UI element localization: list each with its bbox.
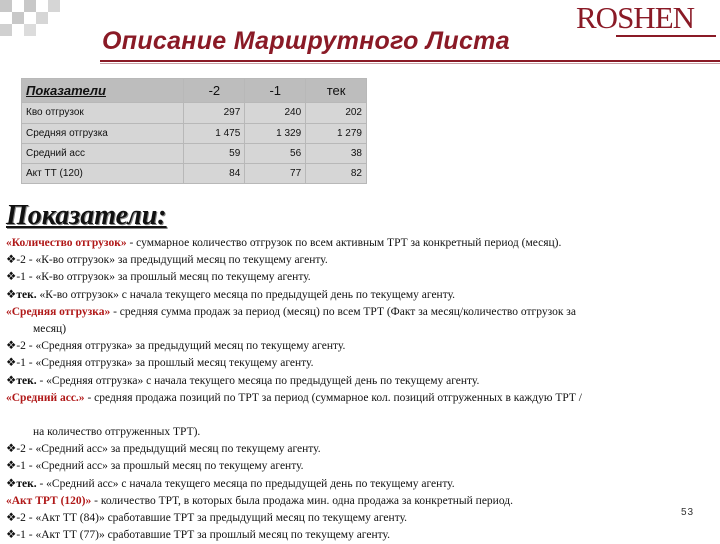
term-label: «Акт ТРТ (120)» [6,494,92,507]
table-header-cell: -1 [245,79,306,103]
definition-line [6,304,711,321]
bullet-text: -2 - «Акт ТТ (84)» сработавшие ТРТ за предыдущий месяц по текущему агенту. [16,512,408,525]
definition-text: - суммарное количество отгрузок по всем активным ТРТ за конкретный период (месяц). [126,237,562,249]
term-label: «Средняя отгрузка» [6,305,111,318]
logo-text: ROSHEN [576,0,695,35]
bullet-text: -1 - «К-во отгрузок» за прошлый месяц по текущему агенту. [16,271,311,284]
table-cell: 59 [184,143,245,163]
bullet-icon: ❖ [6,254,17,267]
bullet-text: -2 - «Средняя отгрузка» за предыдущий месяц по текущему агенту. [16,340,346,353]
bullet-text: - «Средний асс» с начала текущего месяца по предыдущей день по текущему агенту. [36,477,455,490]
table-row [22,143,367,163]
table-cell: 1 279 [306,123,367,143]
bullet-text: -2 - «Средний асс» за предыдущий месяц по текущему агенту. [16,443,321,456]
table-cell: 202 [306,103,367,123]
bullet-line [6,510,711,527]
definition-line [6,390,711,407]
table-cell: 56 [245,143,306,163]
table-row [22,123,367,143]
title-rule [100,60,720,62]
table-cell: 1 475 [184,123,245,143]
bullet-text: -1 - «Средний асс» за прошлый месяц по текущему агенту. [16,460,304,473]
bullet-text: -1 - «Средняя отгрузка» за прошлый месяц текущему агенту. [16,357,314,370]
definition-text: - количество ТРТ, в которых была продажа мин. одна продажа за конкретный период. [91,494,513,507]
table-header-row [22,79,367,103]
bullet-line [6,269,711,286]
table-header-cell: Показатели [22,79,184,103]
table-cell: 297 [184,103,245,123]
page-number: 53 [681,507,695,518]
term-label: «Количество отгрузок» [6,237,127,249]
page-title: Описание Маршрутного Листа [102,27,510,55]
bullet-line [6,338,711,355]
bullet-line [6,441,711,458]
continuation-line: на количество отгруженных ТРТ). [33,426,201,439]
bullet-icon: ❖ [6,477,17,490]
bullet-text: «К-во отгрузок» с начала текущего месяца по предыдущей день по текущему агенту. [36,288,456,301]
table-header-cell: -2 [184,79,245,103]
table-cell: 38 [306,143,367,163]
bullet-line [6,527,711,544]
table-cell: 1 329 [245,123,306,143]
bullet-bold: тек. [16,477,37,490]
table-header-cell: тек [306,79,367,103]
bullet-bold: тек. [16,288,37,301]
bullet-line [6,252,711,269]
definition-text: - средняя продажа позиций по ТРТ за период (суммарное кол. позиций отгруженных в каждую ТРТ / [84,391,582,404]
table-row [22,163,367,183]
roshen-logo [576,0,716,34]
section-heading: Показатели: [6,200,167,231]
row-label: Средний асс [22,143,184,163]
table-cell: 77 [245,163,306,183]
definition-line [6,493,711,510]
table-cell: 82 [306,163,367,183]
term-label: «Средний асс.» [6,391,85,404]
bullet-icon: ❖ [6,340,17,353]
row-label: Акт ТТ (120) [22,163,184,183]
table-cell: 84 [184,163,245,183]
definition-line [6,235,711,252]
bullet-icon: ❖ [6,374,17,387]
bullet-icon: ❖ [6,271,17,284]
table-row [22,103,367,123]
bullet-icon: ❖ [6,443,17,456]
title-rule-thin [100,63,720,64]
row-label: Кво отгрузок [22,103,184,123]
bullet-line [6,355,711,372]
bullet-line [6,373,711,390]
continuation-line: месяц) [33,323,67,336]
bullet-bold: тек. [16,374,37,387]
bullet-line [6,287,711,304]
bullet-icon: ❖ [6,529,17,542]
checkerboard-decoration [0,0,60,40]
row-label: Средняя отгрузка [22,123,184,143]
definition-text: - средняя сумма продаж за период (месяц) по всем ТРТ (Факт за месяц/количество отгрузок за [110,305,576,318]
bullet-icon: ❖ [6,512,17,525]
spacer [6,407,711,424]
bullet-icon: ❖ [6,460,17,473]
bullet-line [6,458,711,475]
table-cell: 240 [245,103,306,123]
bullet-line [6,476,711,493]
kpi-table [21,78,367,184]
bullet-icon: ❖ [6,288,17,301]
description-body [6,235,711,544]
bullet-icon: ❖ [6,357,17,370]
bullet-text: -2 - «К-во отгрузок» за предыдущий месяц по текущему агенту. [16,254,328,267]
bullet-text: -1 - «Акт ТТ (77)» сработавшие ТРТ за прошлый месяц по текущему агенту. [16,529,390,542]
logo-underline [616,35,716,37]
bullet-text: - «Средняя отгрузка» с начала текущего месяца по предыдущей день по текущему агенту. [36,374,480,387]
